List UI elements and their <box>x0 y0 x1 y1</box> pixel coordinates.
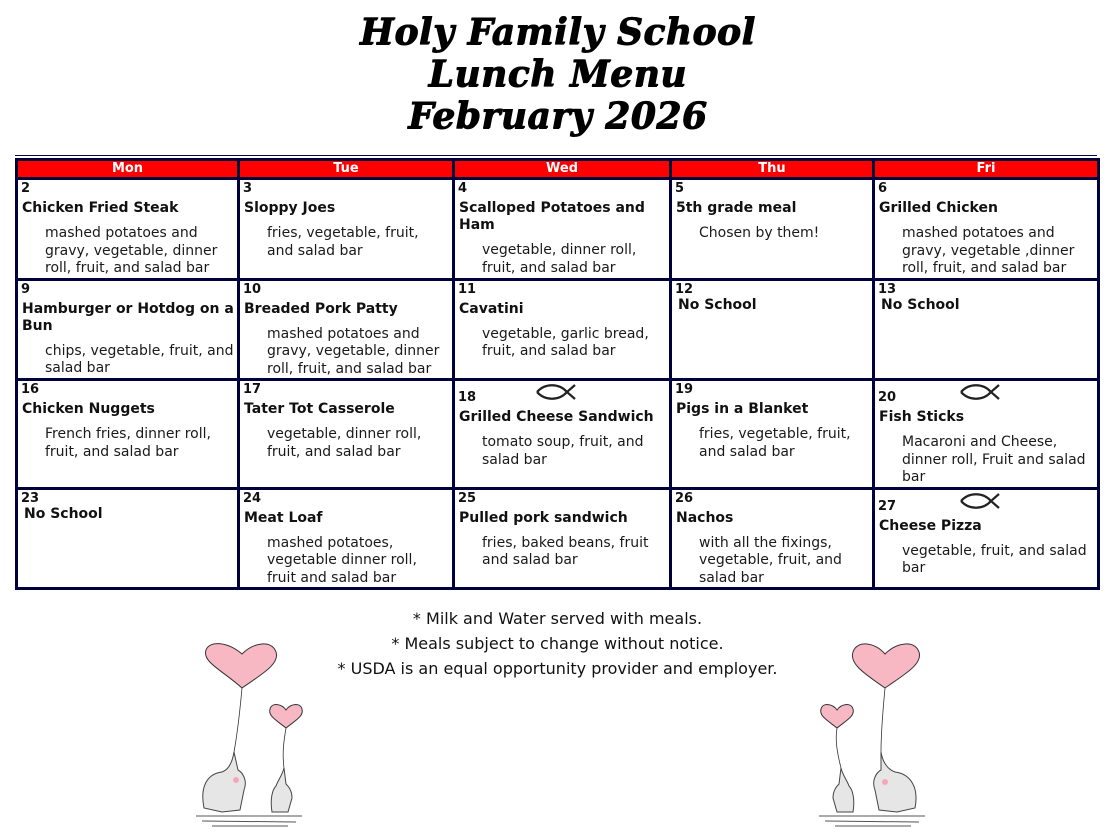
meal-name: Pulled pork sandwich <box>459 509 628 526</box>
day-cell <box>874 279 1099 380</box>
weekday-header-row <box>17 160 1099 179</box>
meal-sides: mashed potatoes and gravy, vegetable ,dinner roll, fruit, and salad bar <box>902 225 1075 276</box>
week-row <box>17 380 1099 489</box>
weekday-header: Fri <box>874 160 1099 179</box>
day-cell <box>671 380 874 489</box>
meal-sides: vegetable, fruit, and salad bar <box>902 542 1087 576</box>
meal-sides: chips, vegetable, fruit, and salad bar <box>45 342 234 376</box>
day-cell <box>874 179 1099 280</box>
meal-name: Cavatini <box>459 300 524 317</box>
day-number: 17 <box>243 382 262 397</box>
fish-icon <box>957 381 1003 403</box>
day-cell <box>239 179 454 280</box>
meal-name: Grilled Chicken <box>879 200 998 216</box>
day-number: 5 <box>675 181 685 196</box>
fish-icon <box>957 490 1003 512</box>
day-number: 6 <box>878 181 888 196</box>
meal-name: No School <box>881 296 960 313</box>
day-cell <box>454 488 671 589</box>
school-name: Holy Family School <box>359 11 756 53</box>
day-number: 26 <box>675 490 694 506</box>
day-cell <box>239 380 454 489</box>
day-number: 3 <box>243 181 253 196</box>
meal-sides: Chosen by them! <box>699 225 820 241</box>
day-number: 2 <box>21 181 31 196</box>
calendar-table <box>15 158 1100 590</box>
day-number: 11 <box>458 281 477 297</box>
footnote: * Milk and Water served with meals. <box>412 609 703 628</box>
meal-sides: vegetable, dinner roll, fruit, and salad bar <box>482 242 637 276</box>
footnote: * USDA is an equal opportunity provider and employer. <box>337 659 778 678</box>
day-cell <box>17 380 239 489</box>
menu-subtitle: Lunch Menu <box>428 53 687 95</box>
day-number: 24 <box>243 490 262 506</box>
meal-name: Pigs in a Blanket <box>676 401 809 417</box>
day-cell <box>239 488 454 589</box>
footnotes <box>0 606 1115 681</box>
meal-name: Fish Sticks <box>879 409 965 425</box>
week-row <box>17 279 1099 380</box>
day-number: 9 <box>21 281 31 297</box>
meal-name: 5th grade meal <box>676 200 797 216</box>
meal-name: Chicken Nuggets <box>22 401 155 417</box>
day-cell <box>874 380 1099 489</box>
meal-sides: fries, vegetable, fruit, and salad bar <box>267 225 419 259</box>
day-number: 25 <box>458 490 477 506</box>
fish-icon <box>533 381 579 403</box>
week-row <box>17 488 1099 589</box>
meal-name: Breaded Pork Patty <box>244 300 398 317</box>
lunch-calendar <box>15 155 1097 603</box>
meal-sides: mashed potatoes, vegetable dinner roll, fruit and salad bar <box>267 534 417 586</box>
week-row <box>17 179 1099 280</box>
day-cell <box>17 488 239 589</box>
top-rule <box>15 155 1097 156</box>
meal-name: No School <box>24 505 103 522</box>
weekday-header: Wed <box>454 160 671 179</box>
weekday-header: Mon <box>17 160 239 179</box>
day-number: 27 <box>878 498 897 514</box>
page-title <box>0 12 1115 138</box>
day-number: 19 <box>675 382 694 397</box>
meal-name: Meat Loaf <box>244 509 323 526</box>
meal-name: No School <box>678 296 757 313</box>
weekday-header: Thu <box>671 160 874 179</box>
day-number: 10 <box>243 281 262 297</box>
day-cell <box>671 488 874 589</box>
day-number: 20 <box>878 390 897 405</box>
menu-month: February 2026 <box>407 95 708 137</box>
day-cell <box>671 279 874 380</box>
meal-name: Cheese Pizza <box>879 517 982 534</box>
meal-sides: tomato soup, fruit, and salad bar <box>482 434 644 468</box>
meal-sides: with all the fixings, vegetable, fruit, and salad bar <box>699 534 842 586</box>
meal-name: Hamburger or Hotdog on a Bun <box>22 300 234 334</box>
day-cell <box>17 279 239 380</box>
meal-name: Nachos <box>676 509 734 526</box>
day-cell <box>17 179 239 280</box>
day-number: 23 <box>21 490 40 506</box>
elephants-balloons-illustration-left <box>192 640 307 830</box>
meal-name: Tater Tot Casserole <box>244 401 395 417</box>
day-number: 4 <box>458 181 468 196</box>
day-number: 16 <box>21 382 40 397</box>
day-cell <box>874 488 1099 589</box>
meal-sides: Macaroni and Cheese, dinner roll, Fruit and salad bar <box>902 434 1086 485</box>
meal-sides: French fries, dinner roll, fruit, and salad bar <box>45 426 211 460</box>
meal-sides: mashed potatoes and gravy, vegetable, dinner roll, fruit, and salad bar <box>267 325 440 377</box>
meal-sides: fries, vegetable, fruit, and salad bar <box>699 426 851 460</box>
footnote: * Meals subject to change without notice. <box>391 634 724 653</box>
day-number: 12 <box>675 281 694 297</box>
elephants-balloons-illustration-right <box>815 640 930 830</box>
meal-name: Sloppy Joes <box>244 200 336 216</box>
meal-name: Scalloped Potatoes and Ham <box>459 200 645 233</box>
weekday-header: Tue <box>239 160 454 179</box>
meal-name: Chicken Fried Steak <box>22 200 179 216</box>
meal-sides: vegetable, dinner roll, fruit, and salad bar <box>267 426 422 460</box>
meal-name: Grilled Cheese Sandwich <box>459 409 654 425</box>
day-cell <box>454 380 671 489</box>
meal-sides: mashed potatoes and gravy, vegetable, dinner roll, fruit, and salad bar <box>45 225 218 276</box>
day-cell <box>239 279 454 380</box>
meal-sides: fries, baked beans, fruit and salad bar <box>482 534 649 568</box>
day-number: 13 <box>878 281 897 297</box>
day-number: 18 <box>458 390 477 405</box>
day-cell <box>454 179 671 280</box>
meal-sides: vegetable, garlic bread, fruit, and salad bar <box>482 325 649 359</box>
day-cell <box>454 279 671 380</box>
day-cell <box>671 179 874 280</box>
